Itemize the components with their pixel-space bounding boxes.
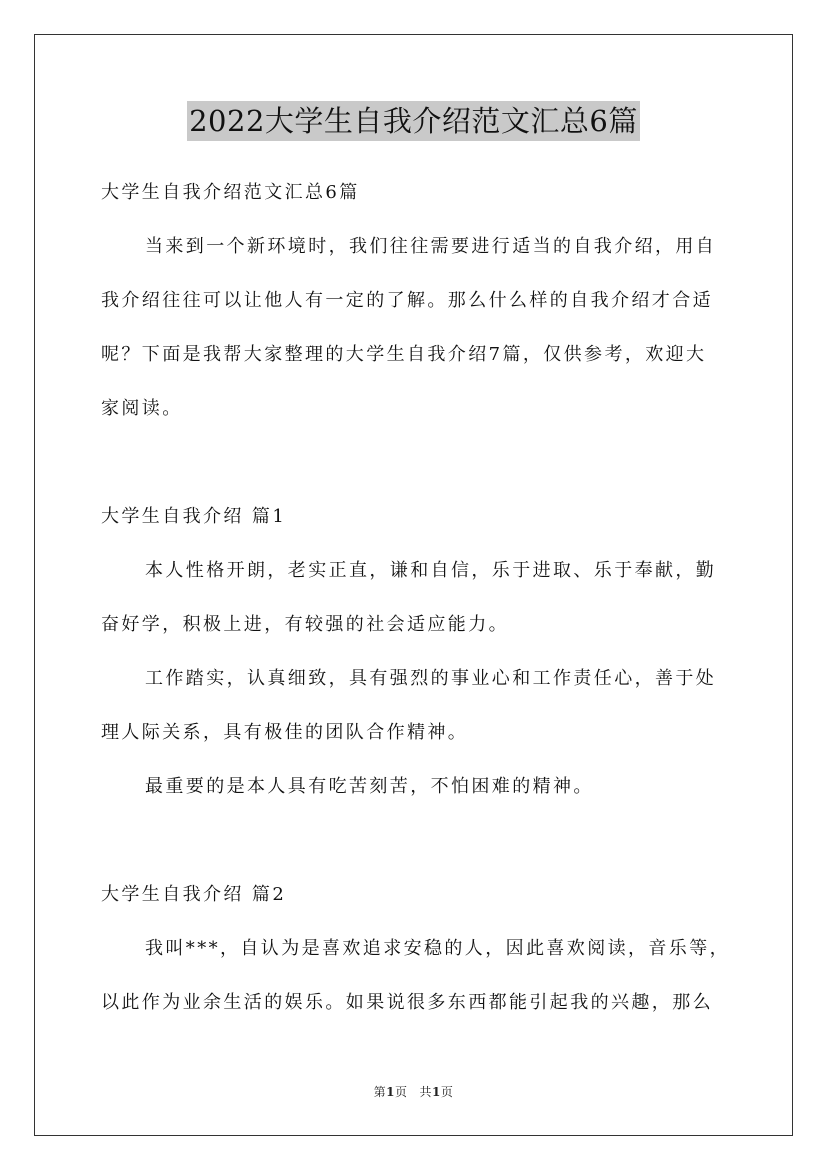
paragraph-line: 家阅读。 — [101, 398, 183, 419]
paragraph-line: 工作踏实，认真细致，具有强烈的事业心和工作责任心，善于处 — [145, 668, 717, 689]
footer-total-suffix: 页 — [440, 1085, 454, 1099]
paragraph-line: 以此作为业余生活的娱乐。如果说很多东西都能引起我的兴趣，那么 — [101, 992, 713, 1013]
paragraph-line: 本人性格开朗，老实正直，谦和自信，乐于进取、乐于奉献，勤 — [145, 560, 717, 581]
blank-line — [101, 442, 729, 496]
paragraph-line: 呢？下面是我帮大家整理的大学生自我介绍7篇，仅供参考，欢迎大 — [101, 344, 707, 365]
footer-total-prefix: 共 — [419, 1085, 433, 1099]
intro-heading: 大学生自我介绍范文汇总6篇 — [101, 182, 360, 203]
paragraph-line: 当来到一个新环境时，我们往往需要进行适当的自我介绍，用自 — [145, 236, 717, 257]
footer-page-prefix: 第 — [373, 1085, 387, 1099]
footer-page-suffix: 页 — [394, 1085, 408, 1099]
paragraph-line: 最重要的是本人具有吃苦刻苦，不怕困难的精神。 — [145, 776, 594, 797]
blank-line — [101, 820, 729, 874]
footer-page-total: 1 — [432, 1085, 441, 1099]
footer-page-current: 1 — [386, 1085, 395, 1099]
paragraph-line: 理人际关系，具有极佳的团队合作精神。 — [101, 722, 469, 743]
section-heading-1: 大学生自我介绍 篇1 — [101, 506, 287, 527]
paragraph-line: 我介绍往往可以让他人有一定的了解。那么什么样的自我介绍才合适 — [101, 290, 713, 311]
document-body — [101, 172, 729, 1036]
paragraph-line: 奋好学，积极上进，有较强的社会适应能力。 — [101, 614, 509, 635]
section-heading-2: 大学生自我介绍 篇2 — [101, 884, 287, 905]
title-area — [0, 101, 827, 141]
paragraph-line: 我叫***，自认为是喜欢追求安稳的人，因此喜欢阅读，音乐等， — [145, 938, 730, 959]
document-title: 2022大学生自我介绍范文汇总6篇 — [187, 101, 640, 141]
page-footer — [0, 1084, 827, 1100]
